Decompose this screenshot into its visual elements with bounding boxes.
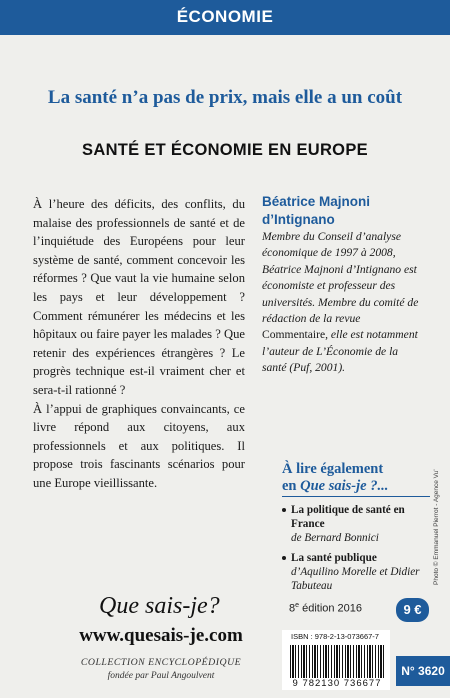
description-paragraph-1: À l’heure des déficits, des conflits, du malaise des professionnels de santé et de l’inquiétude des Européens pour leur système de santé, comment concevoir les réformes ? Que vaut la vie humaine selon les pays et leur développement ? Comment rémunérer les médecins et les hôpitaux ou faire payer les malades ? Que retenir des expériences étrangères ? Le progrès technique est-il vraiment cher et sera-t-il rationné ? — [33, 197, 245, 397]
related-book-author: de Bernard Bonnici — [291, 532, 379, 544]
series-logo: Que sais-je? — [99, 593, 220, 619]
edition-info — [289, 602, 362, 615]
author-bio-end: , elle est notamment l’auteur de L’Économie de la santé (Puf, 2001). — [262, 328, 418, 375]
edition-suffix: e — [295, 602, 300, 609]
read-also-line2 — [282, 478, 432, 495]
barcode-icon — [290, 645, 386, 678]
read-also-line1: À lire également — [282, 461, 384, 477]
author-bio-start: Membre du Conseil d’analyse économique de 1997 à 2008, Béatrice Majnoni d’Intignano est économiste et professeur des universités. Membre du comité de rédaction de la revue — [262, 230, 419, 326]
edition-number: 8 — [289, 602, 296, 615]
read-also-prefix: en — [282, 477, 301, 494]
read-also-heading — [282, 461, 432, 494]
author-bio — [262, 229, 422, 377]
list-item — [282, 551, 432, 593]
list-item — [282, 503, 432, 545]
read-also-series: Que sais-je ?... — [300, 477, 389, 494]
section-band — [0, 0, 450, 35]
book-title: SANTÉ ET ÉCONOMIE EN EUROPE — [82, 141, 368, 159]
related-book-author: d’Aquilino Morelle et Didier Tabuteau — [291, 566, 420, 592]
collection-name: COLLECTION ENCYCLOPÉDIQUE — [80, 657, 242, 668]
collection-founder: fondée par Paul Angoulvent — [107, 671, 215, 681]
isbn-label: ISBN : 978-2-13-073667-7 — [291, 632, 379, 641]
related-book-title: La politique de santé en France — [291, 504, 405, 530]
author-bio-journal: Commentaire — [262, 328, 326, 342]
author-name: Béatrice Majnoni d’Intignano — [262, 194, 371, 227]
price-badge: 9 € — [396, 598, 429, 622]
section-label: ÉCONOMIE — [176, 7, 274, 26]
series-number-badge: N° 3620 — [396, 656, 450, 686]
tagline: La santé n’a pas de prix, mais elle a un coût — [47, 87, 403, 108]
description-paragraph-2: À l’appui de graphiques convaincants, ce livre répond aux citoyens, aux professionnels et aux politiques. Il propose trois fascinants scénarios pour une Europe vieillissante. — [33, 401, 245, 490]
website-link: www.quesais-je.com — [79, 625, 243, 646]
related-books-list — [282, 503, 432, 599]
ean-number: 9 782130 736677 — [286, 678, 388, 689]
related-book-title: La santé publique — [291, 552, 377, 564]
edition-text: édition 2016 — [299, 602, 363, 615]
book-description — [33, 195, 245, 493]
photo-credit: Photo © Emmanuel Pierrot - Agence Vu' — [433, 469, 440, 585]
divider — [282, 496, 430, 497]
